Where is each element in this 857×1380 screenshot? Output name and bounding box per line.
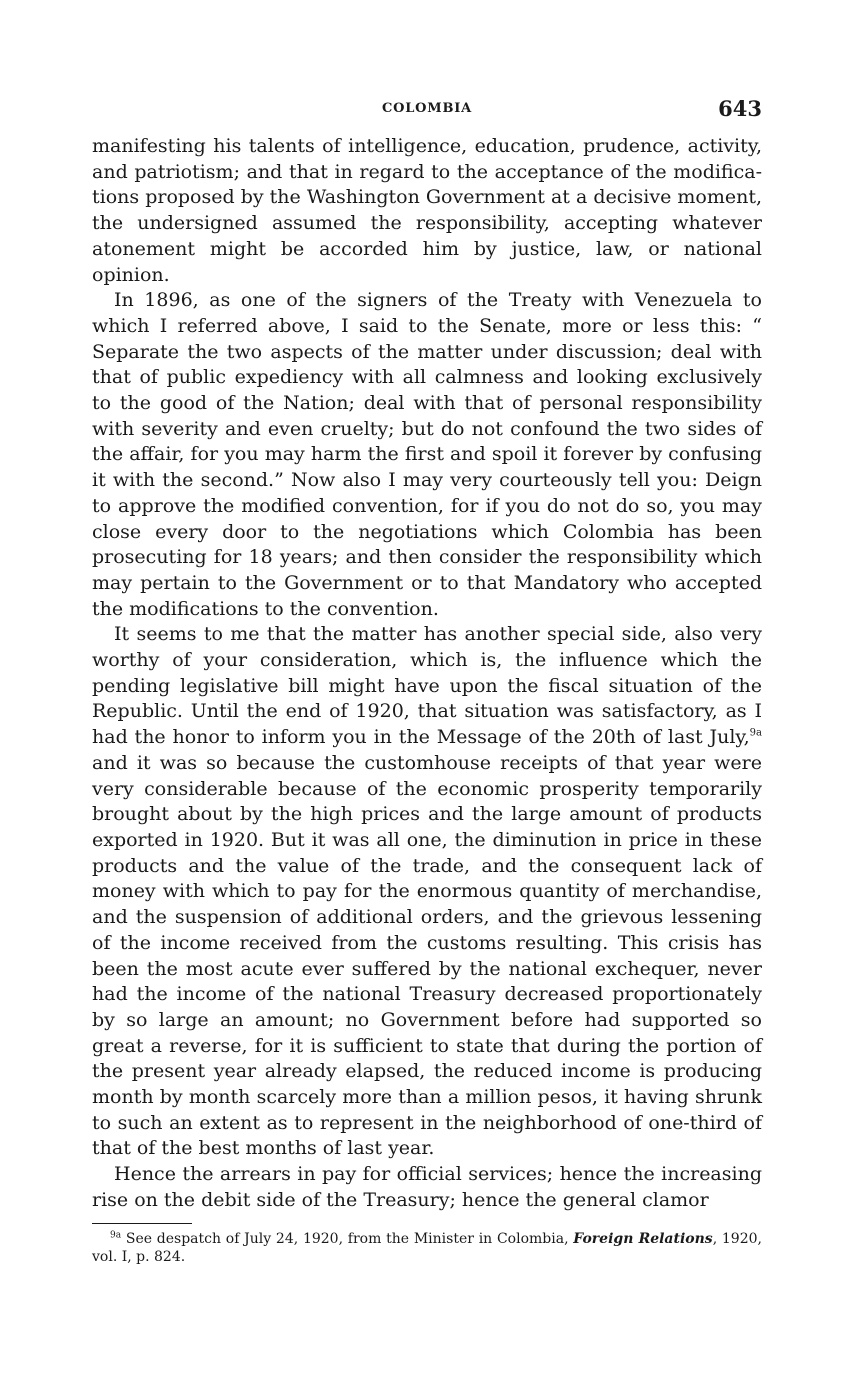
running-header [92,96,762,122]
footnote-reference: 9a [749,727,762,739]
running-title: COLOMBIA [381,101,473,116]
page-number: 643 [718,96,762,121]
paragraph-fiscal-text-end: and it was so because the customhouse receipts of that year were very considerable because of the economic prosperity temporarily brought about by the high prices and the large amount of products exported in 1920. But it was all one, the diminution in price in these products and the value of the trade, and the consequent lack of money with which to pay for the enormous quantity of merchandise, and the suspension of additional orders, and the grievous lessening of the income received from the customs resulting. This crisis has been the most acute ever suffered by the national exchequer, never had the income of the national Treasury decreased proportionately by so large an amount; no Government before had supported so great a reverse, for it is sufficient to state that during the portion of the present year already elapsed, the reduced income is producing month by month scarcely more than a million pesos, it having shrunk to such an extent as to represent in the neighborhood of one-third of that of the best months of last year. [92,751,762,1160]
paragraph-arrears: Hence the arrears in pay for official services; hence the increasing rise on the debit side of the Treasury; hence the general clamor [92,1163,762,1211]
footnote [92,1230,762,1266]
paragraph-fiscal-situation [92,622,762,1162]
footnote-divider [92,1223,192,1224]
footnote-publication-title: Foreign Relations [573,1230,713,1247]
paragraph-fiscal-text-start: It seems to me that the matter has another special side, also very worthy of your consideration, which is, the influence which the pending legislative bill might have upon the fiscal situation of the Republic. Until the end of 1920, that situation was satisfactory, as I had the honor to inform you in the Message of the 20th of last July, [92,623,762,749]
paragraph-continued: manifesting his talents of intelligence, education, prudence, activity, and patriotism; and that in regard to the acceptance of the modifications proposed by the Washington Government at a decisive moment, the undersigned assumed the responsibility, accepting whatever atonement might be accorded him by justice, law, or national opinion. [92,135,762,286]
paragraph-treaty-venezuela: In 1896, as one of the signers of the Treaty with Venezuela to which I referred above, I said to the Senate, more or less this: “ Separate the two aspects of the matter under discussion; deal with that of public expediency with all calmness and looking exclusively to the good of the Nation; deal with that of personal responsibility with severity and even cruelty; but do not confound the two sides of the affair, for you may harm the first and spoil it forever by confusing it with the second.” Now also I may very courteously tell you: Deign to approve the modified convention, for if you do not do so, you may close every door to the negotiations which Colombia has been prosecuting for 18 years; and then consider the responsibility which may pertain to the Government or to that Mandatory who accepted the modifications to the convention. [92,289,762,620]
footnote-marker: 9a [110,1229,122,1240]
footnote-text-start: See despatch of July 24, 1920, from the Minister in Colombia, [121,1230,574,1247]
document-page [92,96,762,1266]
footnote-text-end: , 1920, vol. I, p. 824. [92,1230,762,1265]
